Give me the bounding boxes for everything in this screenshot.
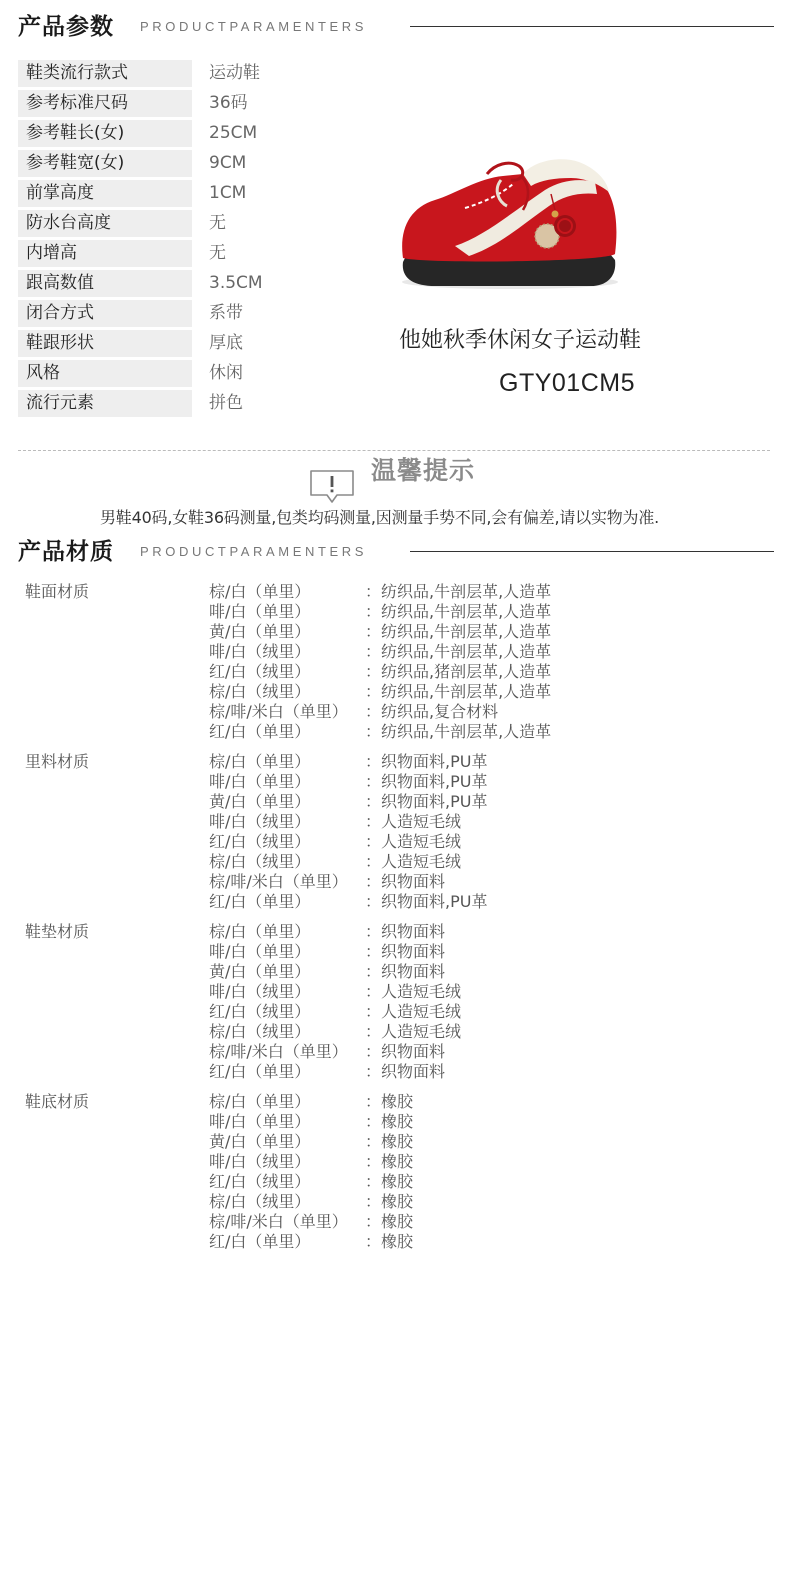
material-row bbox=[25, 962, 785, 982]
material-color-variant: 棕/白（单里） bbox=[209, 582, 311, 601]
material-row bbox=[25, 1232, 785, 1252]
material-color-variant: 黄/白（单里） bbox=[209, 622, 311, 641]
section-header-materials bbox=[18, 535, 774, 569]
material-composition: ：纺织品,猪剖层革,人造革 bbox=[365, 662, 552, 681]
material-composition: ：织物面料 bbox=[365, 1042, 446, 1061]
material-color-variant: 红/白（绒里） bbox=[209, 662, 311, 681]
material-composition: ：纺织品,牛剖层革,人造革 bbox=[365, 642, 552, 661]
material-color-variant: 棕/白（单里） bbox=[209, 922, 311, 941]
material-composition: ：人造短毛绒 bbox=[365, 832, 462, 851]
material-color-variant: 棕/啡/米白（单里） bbox=[209, 702, 348, 721]
material-composition: ：橡胶 bbox=[365, 1172, 414, 1191]
param-key: 参考鞋长(女) bbox=[18, 120, 192, 147]
material-composition: ：橡胶 bbox=[365, 1132, 414, 1151]
material-color-variant: 啡/白（绒里） bbox=[209, 1152, 311, 1171]
material-color-variant: 啡/白（单里） bbox=[209, 772, 311, 791]
param-value: 休闲 bbox=[209, 363, 243, 383]
dashed-divider bbox=[18, 450, 770, 451]
material-color-variant: 黄/白（单里） bbox=[209, 1132, 311, 1151]
material-color-variant: 红/白（单里） bbox=[209, 722, 311, 741]
tip-title: 温馨提示 bbox=[371, 456, 476, 485]
material-row bbox=[25, 832, 785, 852]
param-row bbox=[18, 270, 398, 300]
material-color-variant: 红/白（单里） bbox=[209, 892, 311, 911]
param-row bbox=[18, 150, 398, 180]
material-composition: ：橡胶 bbox=[365, 1192, 414, 1211]
material-row bbox=[25, 642, 785, 662]
param-row bbox=[18, 90, 398, 120]
material-color-variant: 红/白（绒里） bbox=[209, 1172, 311, 1191]
material-color-variant: 棕/白（绒里） bbox=[209, 852, 311, 871]
material-composition: ：纺织品,牛剖层革,人造革 bbox=[365, 602, 552, 621]
material-composition: ：织物面料 bbox=[365, 942, 446, 961]
param-key: 跟高数值 bbox=[18, 270, 192, 297]
material-row bbox=[25, 872, 785, 892]
material-color-variant: 啡/白（绒里） bbox=[209, 812, 311, 831]
tip-text: 男鞋40码,女鞋36码测量,包类均码测量,因测量手势不同,会有偏差,请以实物为准. bbox=[100, 508, 660, 527]
param-key: 参考标准尺码 bbox=[18, 90, 192, 117]
param-row bbox=[18, 240, 398, 270]
material-row bbox=[25, 722, 785, 742]
material-row bbox=[25, 1212, 785, 1232]
param-row bbox=[18, 390, 398, 420]
param-key: 防水台高度 bbox=[18, 210, 192, 237]
material-color-variant: 棕/白（单里） bbox=[209, 752, 311, 771]
section-divider bbox=[410, 551, 774, 552]
material-color-variant: 黄/白（单里） bbox=[209, 792, 311, 811]
material-color-variant: 棕/啡/米白（单里） bbox=[209, 1212, 348, 1231]
material-row bbox=[25, 702, 785, 722]
product-name: 他她秋季休闲女子运动鞋 bbox=[399, 328, 642, 353]
material-composition: ：人造短毛绒 bbox=[365, 812, 462, 831]
material-color-variant: 棕/啡/米白（单里） bbox=[209, 1042, 348, 1061]
material-color-variant: 棕/白（绒里） bbox=[209, 682, 311, 701]
param-key: 闭合方式 bbox=[18, 300, 192, 327]
section-title: 产品参数 bbox=[18, 14, 114, 40]
section-header-params bbox=[18, 10, 774, 44]
material-row bbox=[25, 752, 785, 772]
param-key: 风格 bbox=[18, 360, 192, 387]
material-composition: ：纺织品,牛剖层革,人造革 bbox=[365, 722, 552, 741]
param-row bbox=[18, 210, 398, 240]
material-composition: ：织物面料,PU革 bbox=[365, 752, 488, 771]
param-row bbox=[18, 120, 398, 150]
material-composition: ：织物面料,PU革 bbox=[365, 892, 488, 911]
material-row bbox=[25, 622, 785, 642]
material-color-variant: 棕/白（绒里） bbox=[209, 1022, 311, 1041]
materials-list bbox=[25, 582, 785, 1262]
param-key: 鞋跟形状 bbox=[18, 330, 192, 357]
material-row bbox=[25, 852, 785, 872]
param-value: 运动鞋 bbox=[209, 63, 260, 83]
material-row bbox=[25, 812, 785, 832]
material-composition: ：织物面料,PU革 bbox=[365, 792, 488, 811]
material-group-label: 鞋面材质 bbox=[25, 582, 90, 601]
material-composition: ：织物面料 bbox=[365, 962, 446, 981]
material-group bbox=[25, 922, 785, 1082]
material-row bbox=[25, 1062, 785, 1082]
param-key: 前掌高度 bbox=[18, 180, 192, 207]
material-composition: ：人造短毛绒 bbox=[365, 1002, 462, 1021]
param-value: 25CM bbox=[209, 123, 258, 143]
section-title: 产品材质 bbox=[18, 539, 114, 565]
param-row bbox=[18, 300, 398, 330]
param-value: 系带 bbox=[209, 303, 243, 323]
material-row bbox=[25, 582, 785, 602]
material-color-variant: 红/白（绒里） bbox=[209, 1002, 311, 1021]
material-row bbox=[25, 682, 785, 702]
material-row bbox=[25, 1022, 785, 1042]
params-table bbox=[18, 60, 398, 420]
material-row bbox=[25, 1152, 785, 1172]
param-value: 1CM bbox=[209, 183, 247, 203]
material-row bbox=[25, 892, 785, 912]
material-row bbox=[25, 982, 785, 1002]
param-key: 鞋类流行款式 bbox=[18, 60, 192, 87]
material-row bbox=[25, 922, 785, 942]
material-composition: ：橡胶 bbox=[365, 1212, 414, 1231]
material-color-variant: 红/白（绒里） bbox=[209, 832, 311, 851]
material-row bbox=[25, 1002, 785, 1022]
material-color-variant: 啡/白（单里） bbox=[209, 602, 311, 621]
material-row bbox=[25, 1042, 785, 1062]
material-composition: ：橡胶 bbox=[365, 1112, 414, 1131]
material-composition: ：人造短毛绒 bbox=[365, 1022, 462, 1041]
product-code: GTY01CM5 bbox=[499, 369, 635, 397]
material-row bbox=[25, 1092, 785, 1112]
param-value: 9CM bbox=[209, 153, 247, 173]
material-composition: ：织物面料 bbox=[365, 1062, 446, 1081]
material-row bbox=[25, 662, 785, 682]
material-color-variant: 红/白（单里） bbox=[209, 1062, 311, 1081]
exclamation-icon bbox=[309, 469, 355, 505]
material-composition: ：纺织品,牛剖层革,人造革 bbox=[365, 582, 552, 601]
material-group-label: 里料材质 bbox=[25, 752, 90, 771]
material-color-variant: 啡/白（绒里） bbox=[209, 642, 311, 661]
material-composition: ：橡胶 bbox=[365, 1232, 414, 1251]
material-color-variant: 啡/白（单里） bbox=[209, 1112, 311, 1131]
material-color-variant: 啡/白（单里） bbox=[209, 942, 311, 961]
material-color-variant: 棕/白（单里） bbox=[209, 1092, 311, 1111]
param-row bbox=[18, 330, 398, 360]
param-value: 无 bbox=[209, 213, 226, 233]
material-color-variant: 啡/白（绒里） bbox=[209, 982, 311, 1001]
material-composition: ：织物面料 bbox=[365, 922, 446, 941]
material-row bbox=[25, 1172, 785, 1192]
product-shoe-image bbox=[395, 150, 625, 295]
param-value: 无 bbox=[209, 243, 226, 263]
material-color-variant: 红/白（单里） bbox=[209, 1232, 311, 1251]
material-row bbox=[25, 942, 785, 962]
param-key: 流行元素 bbox=[18, 390, 192, 417]
material-color-variant: 棕/白（绒里） bbox=[209, 1192, 311, 1211]
section-subtitle: PRODUCTPARAMENTERS bbox=[140, 19, 368, 34]
material-row bbox=[25, 1132, 785, 1152]
param-row bbox=[18, 60, 398, 90]
material-row bbox=[25, 772, 785, 792]
material-group bbox=[25, 582, 785, 742]
param-row bbox=[18, 360, 398, 390]
material-composition: ：织物面料 bbox=[365, 872, 446, 891]
material-composition: ：人造短毛绒 bbox=[365, 982, 462, 1001]
material-group-label: 鞋底材质 bbox=[25, 1092, 90, 1111]
param-key: 内增高 bbox=[18, 240, 192, 267]
material-color-variant: 棕/啡/米白（单里） bbox=[209, 872, 348, 891]
material-group-label: 鞋垫材质 bbox=[25, 922, 90, 941]
param-row bbox=[18, 180, 398, 210]
param-value: 拼色 bbox=[209, 393, 243, 413]
material-row bbox=[25, 1112, 785, 1132]
material-group bbox=[25, 752, 785, 912]
param-value: 厚底 bbox=[209, 333, 243, 353]
material-composition: ：织物面料,PU革 bbox=[365, 772, 488, 791]
material-composition: ：橡胶 bbox=[365, 1152, 414, 1171]
material-row bbox=[25, 602, 785, 622]
param-value: 3.5CM bbox=[209, 273, 263, 293]
param-key: 参考鞋宽(女) bbox=[18, 150, 192, 177]
material-row bbox=[25, 1192, 785, 1212]
material-color-variant: 黄/白（单里） bbox=[209, 962, 311, 981]
section-divider bbox=[410, 26, 774, 27]
material-composition: ：橡胶 bbox=[365, 1092, 414, 1111]
material-row bbox=[25, 792, 785, 812]
material-composition: ：人造短毛绒 bbox=[365, 852, 462, 871]
section-subtitle: PRODUCTPARAMENTERS bbox=[140, 544, 368, 559]
material-composition: ：纺织品,复合材料 bbox=[365, 702, 499, 721]
material-group bbox=[25, 1092, 785, 1252]
material-composition: ：纺织品,牛剖层革,人造革 bbox=[365, 682, 552, 701]
material-composition: ：纺织品,牛剖层革,人造革 bbox=[365, 622, 552, 641]
param-value: 36码 bbox=[209, 93, 248, 113]
